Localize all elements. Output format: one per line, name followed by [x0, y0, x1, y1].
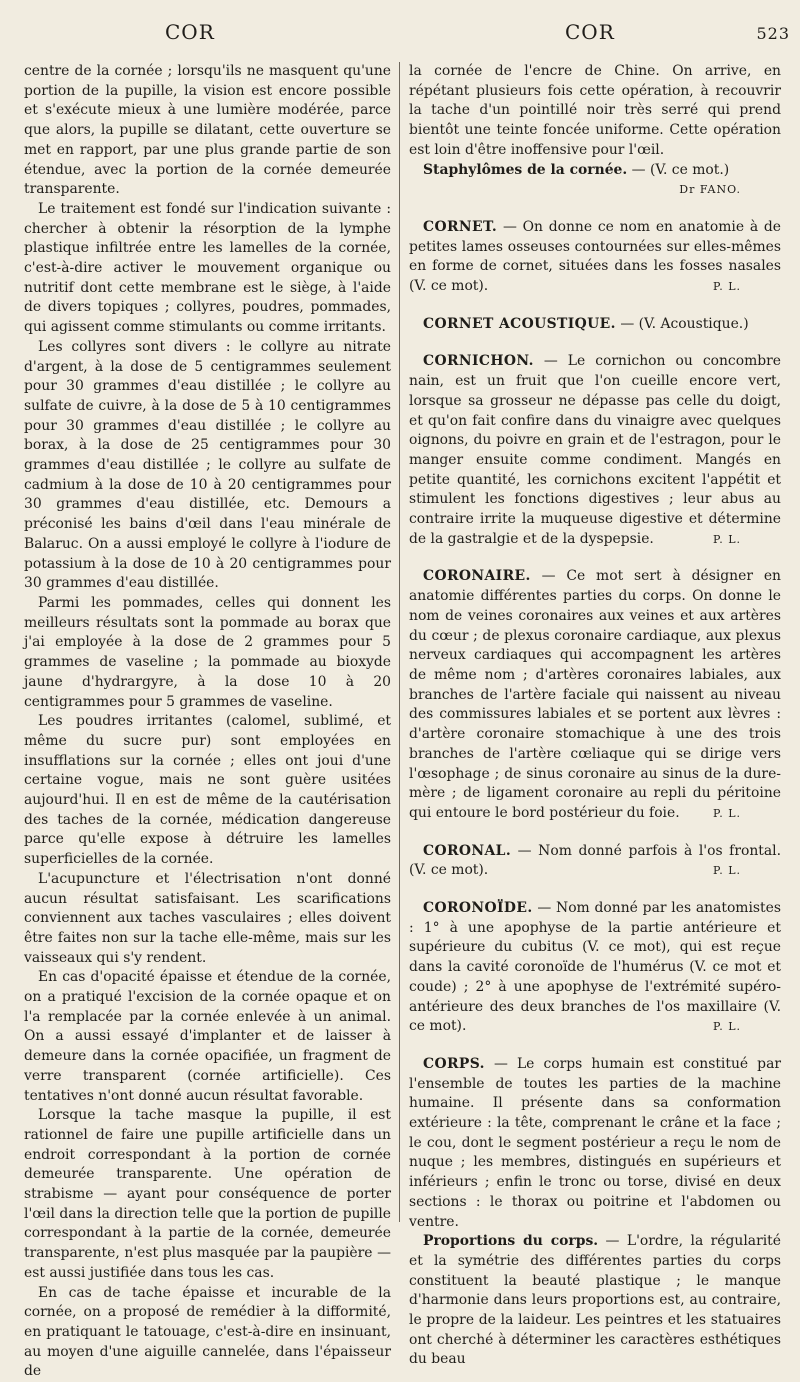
paragraph: Parmi les pommades, celles qui donnent les meilleurs résultats sont la pommade au borax que j'ai employée à la dose de 2 grammes pour 5 grammes de vaseline ; la pommade au bioxyde jaune d'hydrargyre, à la dose 10 à 20 centigrammes pour 5 grammes de vaseline.: [24, 594, 391, 710]
entry-cornet: [409, 218, 781, 297]
entry-text: — Nom donné parfois à l'os frontal. (V. ce mot).: [409, 842, 781, 879]
entry-text: — Le corps humain est constitué par l'ensemble de toutes les parties de la machine humaine. Il présente dans sa conformation extérieure : la tête, comprenant le crâne et la face ; le cou, dont le segment postérieur a reçu le nom de nuque ; les membres, distingués en supérieurs et inférieurs ; enfin le tronc ou torse, divisé en deux sections : le thorax ou poitrine et l'abdomen ou ventre.: [409, 1055, 781, 1230]
paragraph: Lorsque la tache masque la pupille, il est rationnel de faire une pupille artificielle dans un endroit correspondant à la portion de cornée demeurée transparente. Une opération de strabisme — ayant pour conséquence de porter l'œil dans la direction telle que la portion de pupille correspondant à la partie de la cornée, demeurée transparente, n'est plus masquée par la paupière — est aussi justifiée dans tous les cas.: [24, 1107, 391, 1281]
headword: CORPS.: [423, 1055, 485, 1072]
headword: CORONAL.: [423, 842, 512, 859]
entry-text: — (V. Acoustique.): [615, 315, 749, 332]
subentry-term: Proportions du corps.: [423, 1233, 599, 1250]
headword: CORONOÏDE.: [423, 900, 533, 917]
headword: CORONAIRE.: [423, 568, 531, 585]
headword: CORNET ACOUSTIQUE.: [423, 315, 616, 332]
page-number: 523: [756, 24, 790, 43]
paragraph: centre de la cornée ; lorsqu'ils ne masquent qu'une portion de la pupille, la vision est encore possible et s'exécute mieux à une lumière modérée, parce que alors, la pupille se dilatant, cette ouverture se met en rapport, par une plus grande partie de son étendue, avec la portion de la cornée demeurée transparente.: [24, 63, 391, 198]
header-right-word: COR: [565, 20, 615, 44]
paragraph: la cornée de l'encre de Chine. On arrive, en répétant plusieurs fois cette opération, à recouvrir la tache d'un pointillé noir très serré qui prend bientôt une teinte foncée uniforme. Cette opération est loin d'être inoffensive pour l'œil.: [409, 63, 781, 158]
entry-text: — Le cornichon ou concombre nain, est un fruit que l'on cueille encore vert, lorsque sa grosseur ne dépasse pas celle du doigt, et qu'on fait confire dans du vinaigre avec quelques oignons, du poivre en grain et de l'estragon, pour le manger ensuite comme condiment. Mangés en petite quantité, les cornichons excitent l'appétit et stimulent les fonctions digestives ; leur abus au contraire irrite la muqueuse digestive et détermine de la gastralgie et de la dyspepsie.: [409, 353, 781, 547]
paragraph: L'acupuncture et l'électrisation n'ont donné aucun résultat satisfaisant. Les scarifications conviennent aux taches vasculaires ; elles doivent être faites non sur la tache elle-même, mais sur les vaisseaux qui s'y rendent.: [24, 870, 391, 966]
subentry-staphylomes: [409, 161, 781, 200]
entry-coronal: [409, 842, 781, 881]
header-left-word: COR: [165, 20, 215, 44]
right-column: [409, 62, 781, 1370]
paragraph: En cas de tache épaisse et incurable de la cornée, on a proposé de remédier à la difformité, en pratiquant le tatouage, c'est-à-dire en insinuant, au moyen d'une aiguille cannelée, dans l'épaisseur de: [24, 1284, 391, 1380]
entry-text: — Ce mot sert à désigner en anatomie différentes parties du corps. On donne le nom de veines coronaires aux veines et aux artères du cœur ; de plexus coronaire cardiaque, aux plexus nerveux cardiaques qui accompagnent les artères de même nom ; d'artères coronaires labiales, aux branches de l'artère faciale qui naissent au niveau des commissures labiales et se portent aux lèvres : d'artère coronaire stomachique à une des trois branches de l'artère cœliaque qui se dirige vers l'œsophage ; de sinus coronaire au sinus de la dure-mère ; de ligament coronaire au repli du péritoine qui entoure le bord postérieur du foie.: [409, 568, 781, 821]
paragraph: En cas d'opacité épaisse et étendue de la cornée, on a pratiqué l'excision de la cornée opaque et on l'a remplacée par la cornée enlevée à un animal. On a aussi essayé d'implanter et de laisser à demeure dans la cornée opacifiée, un fragment de verre transparent (cornée artificielle). Ces tentatives n'ont donné aucun résultat favorable.: [24, 969, 391, 1104]
entry-text: — On donne ce nom en anatomie à de petites lames osseuses contournées sur elles-mêmes en forme de cornet, situées dans les fosses nasales (V. ce mot).: [409, 218, 781, 295]
paragraph: Le traitement est fondé sur l'indication suivante : chercher à obtenir la résorption de la lymphe plastique infiltrée entre les lamelles de la cornée, c'est-à-dire activer le mouvement organique ou nutritif dont cette membrane est le siège, à l'aide de divers topiques ; collyres, poudres, pommades, qui agissent comme stimulants ou comme irritants.: [24, 200, 391, 336]
author-signature: P. L.: [713, 280, 741, 294]
subentry-text: — (V. ce mot.): [627, 161, 730, 178]
entry-corps: [409, 1055, 781, 1370]
author-signature: Dr FANO.: [679, 183, 741, 197]
left-column: [24, 62, 391, 1382]
running-header: [0, 20, 800, 50]
subentry-proportions: [409, 1232, 781, 1370]
subentry-text: — L'ordre, la régularité et la symétrie des différentes parties du corps constituent la beauté plastique ; le manque d'harmonie dans leurs proportions est, au contraire, le propre de la laideur. Les peintres et les statuaires ont cherché à déterminer les caractères esthétiques du beau: [409, 1233, 781, 1368]
entry-text: — Nom donné par les anatomistes : 1° à une apophyse de la partie antérieure et supérieure du cubitus (V. ce mot), qui est reçue dans la cavité coronoïde de l'humérus (V. ce mot et coude) ; 2° à une apophyse de l'extrémité supéro-antérieure des deux branches de l'os maxillaire (V. ce mot).: [409, 900, 781, 1035]
paragraph: Les collyres sont divers : le collyre au nitrate d'argent, à la dose de 5 centigrammes seulement pour 30 grammes d'eau distillée ; le collyre au sulfate de cuivre, à la dose de 5 à 10 centigrammes pour 30 grammes d'eau distillée ; le collyre au borax, à la dose de 25 centigrammes pour 30 grammes d'eau distillée ; le collyre au sulfate de cadmium à la dose de 10 à 20 centigrammes pour 30 grammes d'eau distillée, etc. Demours a préconisé les bains d'œil dans l'eau minérale de Balaruc. On a aussi employé le collyre à l'iodure de potassium à la dose de 10 à 20 centigrammes pour 30 grammes d'eau distillée.: [24, 338, 391, 592]
entry-coronoide: [409, 899, 781, 1037]
author-signature: P. L.: [713, 1020, 741, 1034]
author-signature: P. L.: [713, 532, 741, 546]
author-signature: P. L.: [713, 864, 741, 878]
headword: CORNICHON.: [423, 353, 534, 370]
column-divider: [399, 62, 400, 1222]
headword: CORNET.: [423, 218, 498, 235]
subentry-term: Staphylômes de la cornée.: [423, 161, 628, 178]
entry-coronaire: [409, 567, 781, 823]
entry-cornichon: [409, 352, 781, 549]
author-signature: P. L.: [713, 806, 741, 820]
entry-cornet-acoustique: [409, 315, 781, 335]
paragraph: Les poudres irritantes (calomel, sublimé, et même du sucre pur) sont employées en insufflations sur la cornée ; elles ont joui d'une certaine vogue, mais ne sont guère usitées aujourd'hui. Il en est de même de la cautérisation des taches de la cornée, médication dangereuse parce qu'elle expose à détruire les lamelles superficielles de la cornée.: [24, 713, 391, 868]
